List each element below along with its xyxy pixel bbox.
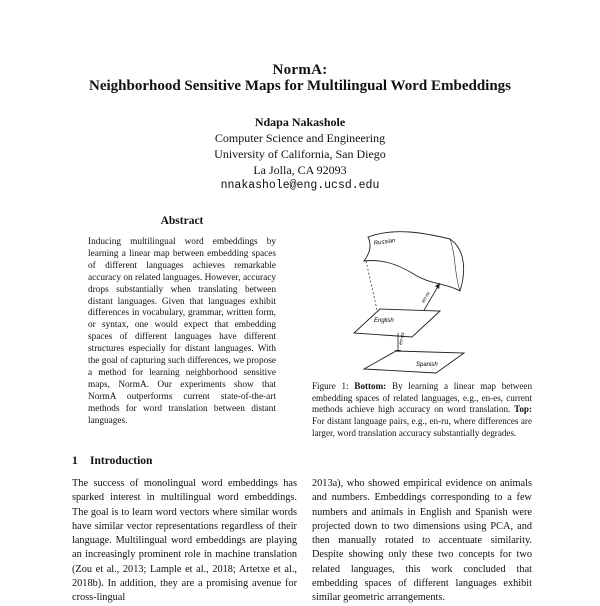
label-russian: Russian [373, 238, 396, 247]
paper-title: Neighborhood Sensitive Maps for Multilingual Word Embeddings [88, 78, 512, 94]
caption-top-label: Top: [514, 404, 532, 415]
affiliation-location: La Jolla, CA 92093 [253, 163, 347, 177]
intro-paragraph-left: The success of monolingual word embeddings has sparked interest in multilingual word embeddings. The goal is to learn word vectors where similar words have similar vector representations regardless of their language. Multilingual word embeddings are playing an increasingly prominent role in machine translation (Zou et al., 2013; Lample et al., 2018; Artetxe et al., 2018b). In addition, they are a promising avenue for cross-lingual [72, 478, 297, 604]
label-spanish: Spanish [416, 362, 438, 368]
affiliation-university: University of California, San Diego [214, 147, 386, 161]
section-title: Introduction [90, 455, 153, 467]
english-plane [354, 309, 440, 337]
abstract-heading: Abstract [160, 215, 204, 227]
intro-paragraph-right: 2013a), who showed empirical evidence on animals and numbers. Embeddings corresponding to a few numbers and animals in English and Spanish were projected down to two dimensions using PCA, and then manually rotated to accentuate similarity. Despite showing only these two concepts for two related languages, this work concluded that embedding spaces of different languages exhibit similar geometric arrangements. [312, 478, 532, 604]
author-email: nnakashole@eng.ucsd.edu [220, 179, 380, 192]
caption-top-text: For distant language pairs, e.g., en-ru, where differences are larger, word translation accuracy substantially degrades. [312, 416, 532, 438]
caption-prefix: Figure 1: [312, 381, 349, 391]
author-name: Ndapa Nakashole [254, 115, 346, 129]
label-en-es: en-es [398, 331, 407, 346]
spanish-plane [364, 351, 464, 373]
paper-title-name: NormA: [272, 62, 328, 78]
section-number: 1 [72, 455, 78, 467]
section-heading [72, 455, 152, 467]
abstract-text: Inducing multilingual word embeddings by learning a linear map between embedding spaces of different languages achieves remarkable accuracy on related languages. However, accuracy drops substantially when translating between distant languages. Given that languages exhibit differences in vocabulary, grammar, written form, or syntax, one would expect that embedding spaces of different languages have different structures especially for distant languages. With the goal of capturing such differences, we propose a method for learning neighborhood sensitive maps, NormA. Our experiments show that NormA outperforms current state-of-the-art methods for word translation between distant languages. [88, 237, 276, 426]
figure-1-caption [312, 381, 532, 440]
caption-bottom-text: By learning a linear map between embedding spaces of related languages, e.g., en-es, current methods achieve high accuracy on word translation. [312, 381, 532, 415]
caption-bottom-label: Bottom: [354, 381, 387, 391]
label-english: English [374, 318, 394, 324]
affiliation-department: Computer Science and Engineering [214, 131, 386, 145]
label-en-ru: en-ru [420, 290, 432, 304]
figure-1-diagram [350, 225, 500, 375]
